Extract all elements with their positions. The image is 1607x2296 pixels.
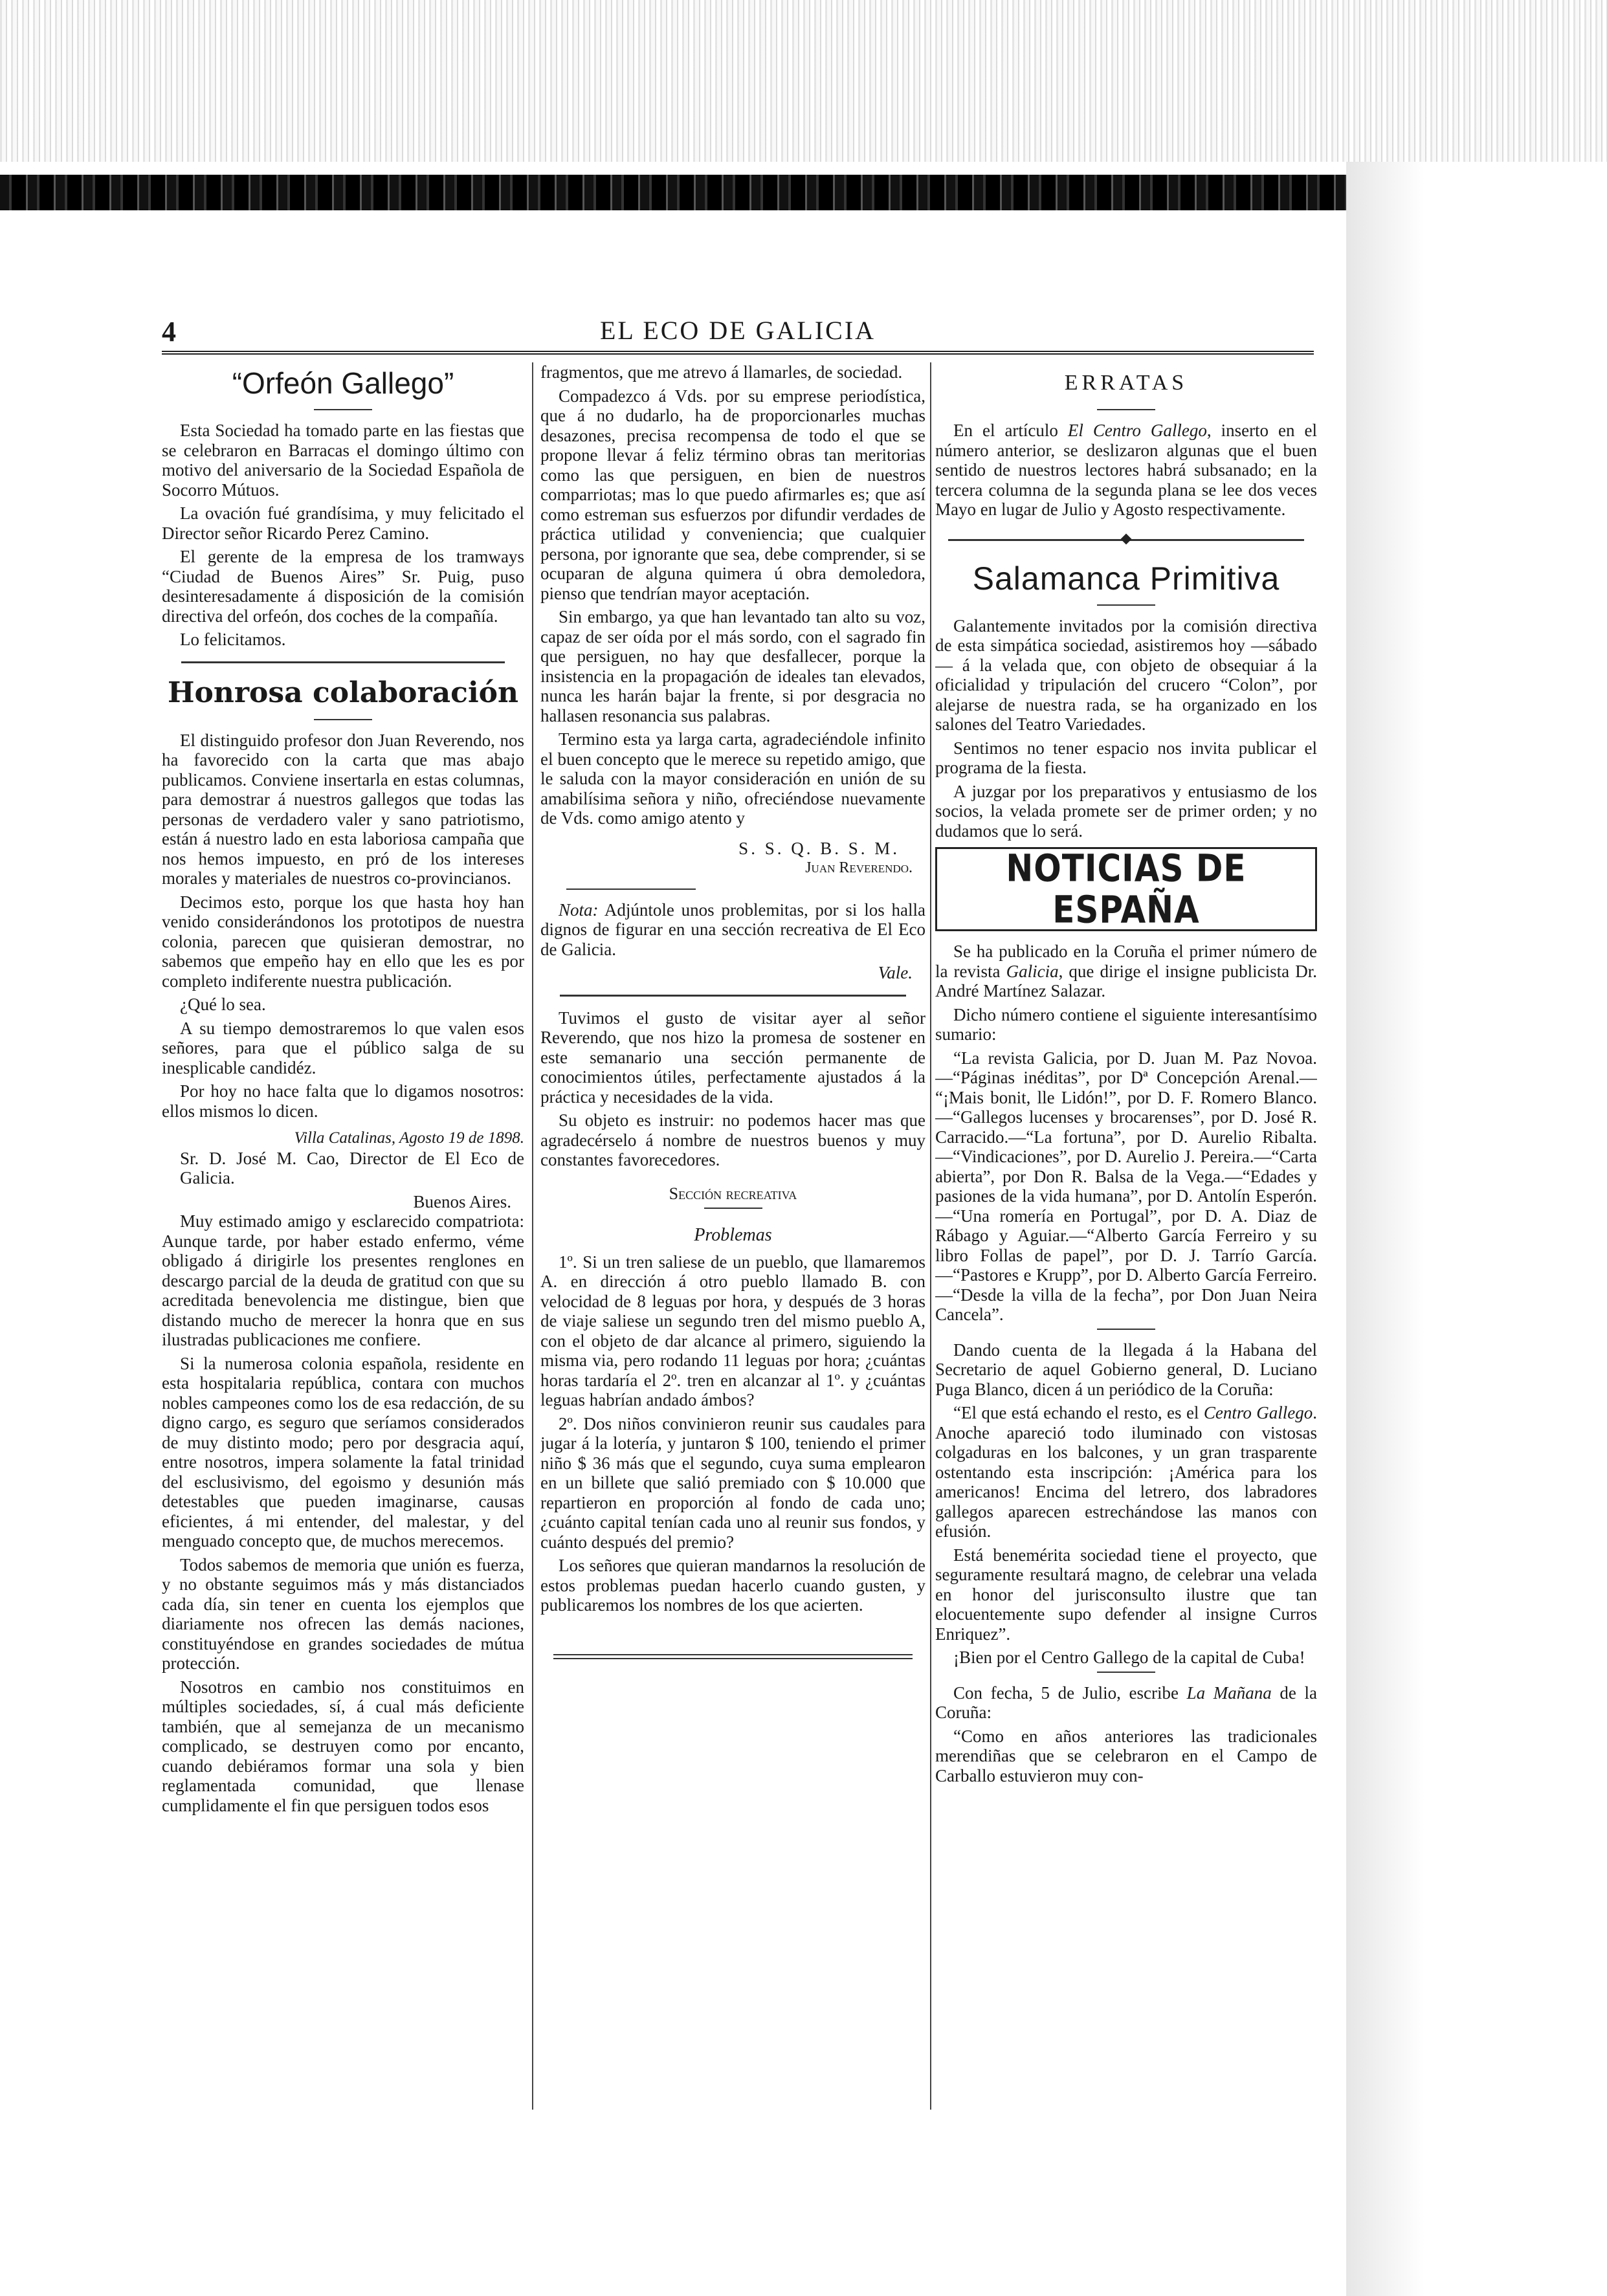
paragraph: ¡Bien por el Centro Gallego de la capital de Cuba! bbox=[953, 1648, 1305, 1667]
paragraph: Decimos esto, porque los que hasta hoy han venido considerándonos los prototipos de nuestra colonia, parecen que quisieran demostrar, no sabemos que empeño hay en ello que les es por completo indiferente nuestra publicación. bbox=[162, 892, 524, 991]
paragraph: Si la numerosa colonia española, residente en esta hospitalaria república, contara con muchos nobles campeones como los de esa redacción, de su digno cargo, es seguro que seríamos considerados de muy distinto modo; pero por desgracia aquí, entre nosotros, impera solamente la fatal trinidad del esclusivismo, del egoismo y desunión más detestables que pueden imaginarse, causas eficientes, á mi entender, del malestar, y del menguado concepto que, de muchos merecemos. bbox=[162, 1353, 524, 1551]
column-2 bbox=[540, 362, 925, 2110]
paragraph: Está benemérita sociedad tiene el proyecto, que seguramente resultará magno, de celebrar una velada en honor del jurisconsulto ilustre que tan elocuentemente supo defender al insigne Curros Enriquez”. bbox=[935, 1545, 1317, 1644]
masthead: EL ECO DE GALICIA bbox=[599, 316, 876, 345]
paragraph: Compadezco á Vds. por su emprese periodística, que á no dudarlo, ha de proporcionarles muchas desazones, precisa recompensa de todo el que se propone llevar á feliz término obras tan meritorias como las que persiguen, en bien de nuestros comparriotas; mas lo que puedo afirmarles es; que así como estreman sus esfuerzos por difundir verdades de práctica utilidad y conveniencia; que cualquier persona, por ignorante que sea, debe comprender, si se ocuparan de alguna quimera ú obra demoledora, pienso que tendrían mayor aceptación. bbox=[540, 386, 925, 603]
diamond-rule bbox=[948, 539, 1304, 541]
paragraph: Dicho número contiene el siguiente interesantísimo sumario: bbox=[935, 1004, 1317, 1044]
section-title-recreativa: Sección recreativa bbox=[669, 1184, 797, 1203]
paragraph: 1º. Si un tren saliese de un pueblo, que llamaremos A. en dirección á otro pueblo llamado B. con velocidad de 8 leguas por hora, y después de 3 horas de viaje saliese un segundo tren del mismo pueblo A, con el objeto de dar alcance al primero, siguiendo la misma via, pero rodando 11 leguas por hora; ¿cuántas horas tardaría el 2º. tren en alcanzar al 1º. y ¿cuántas leguas habrían andado ámbos? bbox=[540, 1252, 925, 1409]
paragraph: El gerente de la empresa de los tramways “Ciudad de Buenos Aires” Sr. Puig, puso desinteresadamente á disposición de la comisión directiva del orfeón, dos coches de la compañía. bbox=[162, 547, 524, 626]
paragraph: Lo felicitamos. bbox=[180, 630, 286, 649]
galicia-name: Galicia bbox=[1006, 961, 1059, 981]
section-rule bbox=[181, 661, 505, 663]
paragraph: A su tiempo demostraremos lo que valen esos señores, para que el público salga de su inesplicable candidéz. bbox=[162, 1018, 524, 1077]
signature-name: Juan Reverendo. bbox=[805, 859, 913, 876]
column-3 bbox=[935, 362, 1317, 2110]
paragraph: Galantemente invitados por la comisión directiva de esta simpática sociedad, asistiremos hoy —sábado— á la velada que, con objeto de obsequiar á la oficialidad y tripulación del crucero “Colon”, por alejarse de nuestra rada, se ha organizado en los salones del Teatro Variedades. bbox=[935, 615, 1317, 734]
galicia-suffix: , que dirige el insigne publicista Dr. André Martínez Salazar. bbox=[935, 961, 1317, 1000]
centro-suffix: . Anoche apareció todo iluminado con vistosas colgaduras en los balcones, y un gran trasparente ostentando esta inscripción: ¡América para los americanos! Encima del letrero, dos labradores gallegos aparecen estrechándose las manos con efusión. bbox=[935, 1403, 1317, 1541]
paragraph: Nosotros en cambio nos constituimos en múltiples sociedades, sí, á cual más deficiente también, que al semejanza de un mecanismo complicado, se destruyen como por encanto, cuando debiéramos formar una sola y bien reglamentada comunidad, que llenase cumplidamente el fin que persiguen todos esos bbox=[162, 1677, 524, 1815]
rule bbox=[704, 1208, 762, 1209]
centro-prefix: “El que está echando el resto, es el bbox=[953, 1403, 1204, 1422]
rule bbox=[1097, 409, 1155, 410]
galicia-prefix: Se ha publicado en la Coruña el primer número de la revista bbox=[935, 942, 1317, 981]
paragraph: El distinguido profesor don Juan Reverendo, nos ha favorecido con la carta que mas abajo publicamos. Conviene insertarla en estas columnas, para demostrar á nuestros gallegos que todas las personas de verdadero valer y sano patriotismo, están á nuestro lado en esta laboriosa campaña que nos hemos impuesto, en pró de los intereses morales y materiales de nuestros co-provincianos. bbox=[162, 730, 524, 888]
scan-noise bbox=[0, 0, 1607, 162]
page-number: 4 bbox=[162, 316, 176, 348]
paragraph: La ovación fué grandísima, y muy felicitado el Director señor Ricardo Perez Camino. bbox=[162, 503, 524, 543]
page-edge bbox=[1346, 162, 1607, 2296]
note-label: Nota: bbox=[559, 900, 599, 920]
paragraph bbox=[935, 1403, 1317, 1541]
column-divider bbox=[930, 362, 931, 2110]
madana-name: La Mañana bbox=[1186, 1683, 1272, 1703]
vale: Vale. bbox=[878, 963, 913, 982]
article-title-orfeon: “Orfeón Gallego” bbox=[232, 366, 454, 400]
paragraph: “La revista Galicia, por D. Juan M. Paz Novoa.—“Páginas inéditas”, por Dª Concepción Arenal.— “¡Mais bonit, lle Lidón!”, por D. F. Romero Blanco.—“Gallegos lucenses y brocarenses”, por D. José R. Carracido.—“La fortuna”, por D. Aurelio Ribalta.—“Vindicaciones”, por D. Aurelio J. Pereira.—“Carta abierta”, por Don R. Balsa de la Vega.—“Edades y pasiones de la vida humana”, por D. Antolín Esperón.—“Una romería en Portugal”, por D. A. Diaz de Rábago y Aguiar.—“Alberto García Ferreiro y su libro Follas de papel”, por D. J. Tarrío García.—“Pastores e Krupp”, por D. Alberto García Ferreiro. —“Desde la villa de la fecha”, por Don Juan Neira Cancela”. bbox=[935, 1048, 1317, 1324]
paragraph: Los señores que quieran mandarnos la resolución de estos problemas puedan hacerlo cuando gusten, y publicaremos los nombres de los que acierten. bbox=[540, 1556, 925, 1615]
paragraph: Muy estimado amigo y esclarecido compatriota: Aunque tarde, por haber estado enfermo, véme obligado á dirigirle los presentes renglones en descargo parcial de la deuda de gratitud con que su acreditada benevolencia me distingue, bien que distando mucho de merecer la honra que en sus ilustradas publicaciones me confiere. bbox=[162, 1211, 524, 1349]
paragraph: Dando cuenta de la llegada á la Habana del Secretario de aquel Gobierno general, D. Luciano Puga Blanco, dicen á un periódico de la Coruña: bbox=[935, 1340, 1317, 1399]
note-text: Adjúntole unos problemitas, por si los halla dignos de figurar en una sección recreativa de El Eco de Galicia. bbox=[540, 900, 925, 959]
paragraph: fragmentos, que me atrevo á llamarles, de sociedad. bbox=[540, 362, 903, 382]
rule bbox=[1097, 604, 1155, 606]
ornate-rule bbox=[553, 1654, 913, 1659]
section-rule bbox=[560, 995, 906, 997]
letter-place: Buenos Aires. bbox=[413, 1191, 511, 1211]
salamanca-title: Salamanca Primitiva bbox=[972, 560, 1280, 597]
erratas-prefix: En el artículo bbox=[953, 421, 1068, 440]
rule bbox=[1097, 1672, 1155, 1673]
paragraph: Esta Sociedad ha tomado parte en las fiestas que se celebraron en Barracas el domingo último con motivo del aniversario de la Sociedad Española de Socorro Mútuos. bbox=[162, 421, 524, 500]
note-paragraph bbox=[540, 900, 925, 960]
noticias-title: NOTICIAS DE ESPAÑA bbox=[1006, 846, 1247, 932]
centro-name: Centro Gallego bbox=[1203, 1403, 1313, 1422]
article-title-colaboracion: Honrosa colaboración bbox=[167, 676, 519, 709]
problems-title: Problemas bbox=[694, 1225, 772, 1245]
paragraph bbox=[935, 942, 1317, 1001]
erratas-text: , inserto en el número anterior, se deslizaron algunas que el buen sentido de nuestros lectores habrá subsanado; en la tercera columna de la segunda plana se lee dos veces Mayo en lugar de Julio y Agosto respectivamente. bbox=[935, 421, 1317, 519]
paragraph: Sentimos no tener espacio nos invita publicar el programa de la fiesta. bbox=[935, 738, 1317, 777]
letter-dateline: Villa Catalinas, Agosto 19 de 1898. bbox=[294, 1129, 524, 1147]
paragraph bbox=[935, 1683, 1317, 1723]
erratas-article: El Centro Gallego bbox=[1067, 421, 1207, 440]
paragraph: Todos sabemos de memoria que unión es fuerza, y no obstante seguimos más y más distanciados cada día, sin tener en cuenta los ejemplos que diariamente nos ofrecen las demás naciones, constituyéndose en grandes sociedades de mútua protección. bbox=[162, 1554, 524, 1673]
paragraph: Tuvimos el gusto de visitar ayer al señor Reverendo, que nos hizo la promesa de sostener en este semanario una sección permanente de conocimientos útiles, perfectamente ajustados á la práctica y necesidades de la vida. bbox=[540, 1008, 925, 1107]
paragraph: Termino esta ya larga carta, agradeciéndole infinito el buen concepto que le merece su repetido amigo, que le saluda con la mayor consideración en unión de su amabilísima señora y niño, ofreciéndose nuevamente de Vds. como amigo atento y bbox=[540, 729, 925, 828]
rule bbox=[566, 889, 696, 890]
letter-addressee: Sr. D. José M. Cao, Director de El Eco de Galicia. bbox=[180, 1148, 524, 1187]
rule bbox=[314, 719, 372, 720]
paragraph: Por hoy no hace falta que lo digamos nosotros: ellos mismos lo dicen. bbox=[162, 1081, 524, 1121]
column-divider bbox=[532, 362, 533, 2110]
column-1 bbox=[162, 362, 524, 2110]
page-header bbox=[162, 312, 1314, 355]
paragraph: A juzgar por los preparativos y entusiasmo de los socios, la velada promete ser de primer orden; y no dudamos que lo será. bbox=[935, 781, 1317, 841]
paragraph: “Como en años anteriores las tradicionales merendiñas que se celebraron en el Campo de Carballo estuvieron muy con- bbox=[935, 1726, 1317, 1785]
madana-suffix: de la Coruña: bbox=[935, 1683, 1317, 1722]
paragraph: Sin embargo, ya que han levantado tan alto su voz, capaz de ser oída por el más sordo, con el sagrado fin que persiguen, no hay que desfallecer, porque la insistencia en la propagación de ideales tan elevados, nunca les harán bajar la frente, si por desgracia no hallasen resonancia sus palabras. bbox=[540, 607, 925, 725]
erratas-title: ERRATAS bbox=[1064, 371, 1188, 395]
paragraph: Su objeto es instruir: no podemos hacer mas que agradecérselo á nombre de nuestros buenos y muy constantes favorecedores. bbox=[540, 1110, 925, 1169]
paragraph: ¿Qué lo sea. bbox=[180, 995, 266, 1014]
paragraph bbox=[935, 421, 1317, 520]
signature-initials: S. S. Q. B. S. M. bbox=[738, 838, 900, 858]
rule bbox=[314, 409, 372, 410]
noticias-heading-box bbox=[935, 847, 1317, 931]
paragraph: 2º. Dos niños convinieron reunir sus caudales para jugar á la lotería, y juntaron $ 100, teniendo el primer niño $ 36 más que el segundo, cuya suma emplearon en un billete que salió premiado con $ 10.000 que repartieron en proporción al fondo de cada uno; ¿cuánto capital tenían cada uno al reunir sus fondos, y cuánto después del premio? bbox=[540, 1413, 925, 1552]
madana-prefix: Con fecha, 5 de Julio, escribe bbox=[953, 1683, 1187, 1703]
rule bbox=[1097, 1329, 1155, 1330]
